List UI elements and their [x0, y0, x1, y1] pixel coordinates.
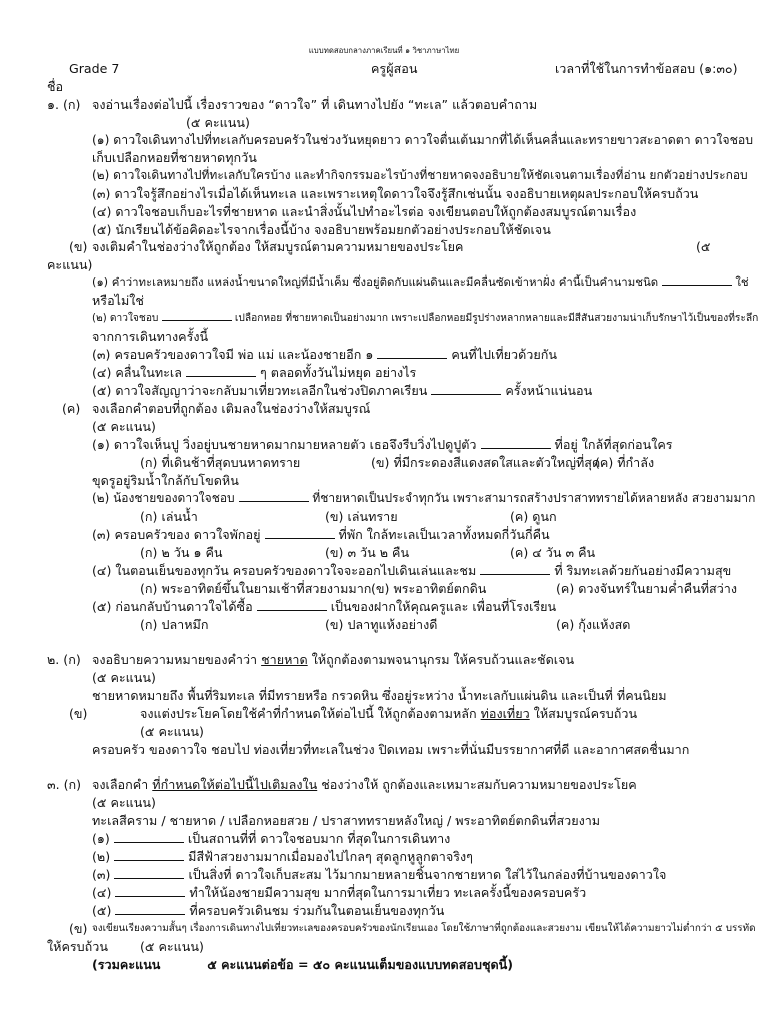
q2a-answer: ชายหาดหมายถึง พื้นที่ริมทะเล ที่มีทรายหรือ กรวดหิน ซึ่งอยู่ระหว่าง น้ำทะเลกับแผ่นดิน และเป็นที่ ที่คนนิยม [92, 688, 667, 703]
q3b-instruction: จงเขียนเรียงความสั้นๆ เรื่องการเดินทางไปเที่ยวทะเลของครอบครัวของนักเรียนเอง โดยใช้ภาษาที่ถูกต้องและสวยงาม เขียนให้ได้ความยาวไม่ต่ำกว่า ๕ บรรทัด [92, 923, 756, 934]
option-b[interactable]: (ข) เล่นทราย [325, 509, 398, 524]
q1c-score: (๕ คะแนน) [92, 419, 156, 434]
q3a-item-number: (๕) [92, 903, 112, 918]
q1a-prefix: ๑. (ก) [47, 97, 81, 112]
q1b-item-text: (๓) ครอบครัวของดาวใจมี พ่อ แม่ และน้องชายอีก ๑ [92, 347, 374, 362]
q1c-item [92, 598, 556, 615]
q3a-instruction [92, 776, 637, 793]
option-b[interactable]: (ข) ปลาทูแห้งอย่างดี [325, 617, 438, 632]
fill-blank[interactable] [662, 285, 732, 286]
q3a-item-text: ทำให้น้องชายมีความสุข มากที่สุดในการมาเที่ยว ทะเลครั้งนี้ของครอบครัว [189, 885, 587, 900]
option-b[interactable]: (ข) พระอาทิตย์ตกดิน [371, 581, 487, 596]
grade-label: Grade 7 [69, 61, 120, 76]
q2b-text: จงแต่งประโยคโดยใช้คำที่กำหนดให้ต่อไปนี้ ให้ถูกต้องตามหลัก [140, 706, 477, 721]
q1c-item-text: (๕) ก่อนกลับบ้านดาวใจได้ซื้อ [92, 599, 253, 614]
word-bank: ทะเลสีคราม / ชายหาด / เปลือกหอยสวย / ปราสาททรายหลังใหญ่ / พระอาทิตย์ตกดินที่สวยงาม [92, 813, 601, 828]
q1a-item: (๕) นักเรียนได้ข้อคิดอะไรจากเรื่องนี้บ้าง จงอธิบายพร้อมยกตัวอย่างประกอบให้ชัดเจน [92, 222, 551, 237]
q1a-item-cont: เก็บเปลือกหอยที่ชายหาดทุกวัน [92, 150, 257, 165]
q1c-item [92, 562, 731, 579]
q1a-score: (๕ คะแนน) [186, 115, 250, 130]
fill-blank[interactable] [114, 878, 184, 879]
q3a-item-number: (๔) [92, 885, 112, 900]
q1a-item: (๑) ดาวใจเดินทางไปที่ทะเลกับครอบครัวในช่วงวันหยุดยาว ดาวใจตื่นเต้นมากที่ได้เห็นคลื่นและทรายขาวสะอาดตา ดาวใจชอบ [92, 133, 754, 147]
q1b-item-text: (๕) ดาวใจสัญญาว่าจะกลับมาเที่ยวทะเลอีกในช่วงปิดภาคเรียน [92, 383, 428, 398]
q2b-answer: ครอบครัว ของดาวใจ ชอบไป ท่องเที่ยวที่ทะเลในช่วง ปิดเทอม เพราะที่นั่นมีบรรยากาศที่ดี และอากาศสดชื่นมาก [92, 742, 690, 757]
q3a-text: ช่องว่างให้ ถูกต้องและเหมาะสมกับความหมายของประโยค [321, 777, 637, 792]
q2b-instruction [140, 705, 637, 722]
q3a-item [92, 830, 450, 847]
q1b-item-cont: จากการเดินทางครั้งนี้ [92, 329, 209, 344]
q3a-item [92, 848, 473, 865]
option-c[interactable]: (ค) ที่กำลัง [595, 455, 655, 470]
total-score-note [92, 956, 513, 973]
q1c-item [92, 436, 673, 453]
q3a-item [92, 902, 444, 919]
q2a-keyword: ชายหาด [261, 652, 308, 667]
q3a-text: จงเลือกคำ [92, 777, 149, 792]
fill-blank[interactable] [265, 538, 335, 539]
q3a-underlined-text: ที่กำหนดให้ต่อไปนี้ไปเติมลงใน [152, 777, 318, 792]
option-c[interactable]: (ค) ดวงจันทร์ในยามค่ำคืนที่สว่าง [556, 581, 738, 596]
fill-blank[interactable] [431, 394, 501, 395]
option-a[interactable]: (ก) ที่เดินช้าที่สุดบนหาดทราย [140, 455, 301, 470]
q3a-item-text: เป็นสิ่งที่ ดาวใจเก็บสะสม ไว้มากมายหลายชิ้นจากชายหาด ใส่ไว้ในกล่องที่บ้านของดาวใจ [188, 867, 667, 882]
q2a-score: (๕ คะแนน) [92, 670, 156, 685]
q1b-item [92, 382, 592, 399]
q1b-item-text: (๒) ดาวใจชอบ [92, 313, 159, 324]
q1b-item-text: ใช่ [735, 275, 749, 289]
total-score-text: ๕ คะแนนต่อข้อ = ๕๐ คะแนนเต็มของแบบทดสอบชุดนี้) [207, 957, 514, 972]
option-c-cont: ขุดรูอยู่ริมน้ำใกล้กับโขดหิน [92, 473, 239, 488]
q1c-item-text: ที่พัก ใกล้ทะเลเป็นเวลาทั้งหมดกี่วันกี่คืน [338, 527, 550, 542]
q1b-prefix: (ข) [69, 239, 88, 254]
q3a-score: (๕ คะแนน) [92, 795, 156, 810]
q1b-item-text: (๔) คลื่นในทะเล [92, 365, 182, 380]
q2a-text: ให้ถูกต้องตามพจนานุกรม ให้ครบถ้วนและชัดเจน [311, 652, 575, 667]
fill-blank[interactable] [114, 860, 184, 861]
q1c-item-text: เป็นของฝากให้คุณครูและ เพื่อนที่โรงเรียน [330, 599, 557, 614]
fill-blank[interactable] [480, 574, 550, 575]
q3a-item-number: (๒) [92, 849, 111, 864]
q1b-item [92, 346, 557, 363]
option-b[interactable]: (ข) ที่มีกระดองสีแดงสดใสและตัวใหญ่ที่สุด [371, 455, 601, 470]
q1a-item: (๒) ดาวใจเดินทางไปที่ทะเลกับใครบ้าง และทำกิจกรรมอะไรบ้างที่ชายหาดจงอธิบายให้ชัดเจนตามเรื่องที่อ่าน ยกตัวอย่างประกอบ [92, 168, 748, 182]
q1c-item [92, 526, 550, 543]
teacher-label: ครูผู้สอน [371, 61, 418, 76]
fill-blank[interactable] [481, 448, 551, 449]
q3b-score: (๕ คะแนน) [140, 939, 204, 954]
q2b-score: (๕ คะแนน) [140, 724, 204, 739]
q1c-item-text: ที่ ริมทะเลด้วยกันอย่างมีความสุข [554, 563, 732, 578]
q1b-item [92, 310, 758, 327]
q3a-item-number: (๓) [92, 867, 111, 882]
q2b-keyword: ท่องเที่ยว [480, 706, 530, 721]
exam-title: แบบทดสอบกลางภาคเรียนที่ ๑ วิชาภาษาไทย [308, 46, 460, 55]
q2a-text: จงอธิบายความหมายของคำว่า [92, 652, 258, 667]
q1c-item-text: (๒) น้องชายของดาวใจชอบ [92, 491, 235, 505]
q1c-item-text: (๓) ครอบครัวของ ดาวใจพักอยู่ [92, 527, 261, 542]
q1c-item [92, 490, 755, 507]
name-label: ชื่อ [47, 79, 64, 94]
option-a[interactable]: (ก) ๒ วัน ๑ คืน [140, 545, 223, 560]
q1a-item: (๓) ดาวใจรู้สึกอย่างไรเมื่อได้เห็นทะเล และเพราะเหตุใดดาวใจจึงรู้สึกเช่นนั้น จงอธิบายเหตุผลประกอบให้ครบถ้วน [92, 186, 699, 201]
q1b-instruction: จงเติมคำในช่องว่างให้ถูกต้อง ให้สมบูรณ์ตามความหมายของประโยค [92, 239, 464, 254]
fill-blank[interactable] [115, 896, 185, 897]
q1a-instruction: จงอ่านเรื่องต่อไปนี้ เรื่องราวของ “ดาวใจ” ที่ เดินทางไปยัง “ทะเล” แล้วตอบคำถาม [92, 97, 538, 112]
q1b-item-text: ๆ ตลอดทั้งวันไม่หยุด อย่างไร [260, 365, 417, 380]
fill-blank[interactable] [186, 376, 256, 377]
q3a-item [92, 884, 586, 901]
q1b-score-cont: คะแนน) [47, 257, 93, 272]
q3a-item [92, 866, 666, 883]
q1b-item-text: คนที่ไปเที่ยวด้วยกัน [451, 347, 557, 362]
q1b-item-cont: หรือไม่ใช่ [92, 293, 144, 308]
total-score-text: (รวมคะแนน [92, 957, 161, 972]
option-a[interactable]: (ก) ปลาหมึก [140, 617, 209, 632]
q1c-item-text: ที่อยู่ ใกล้ที่สุดก่อนใคร [554, 437, 673, 452]
q3b-prefix: (ข) [69, 921, 88, 936]
q3a-prefix: ๓. (ก) [47, 777, 82, 792]
q3a-item-number: (๑) [92, 831, 110, 846]
q2a-instruction [92, 651, 574, 668]
q1a-item: (๔) ดาวใจชอบเก็บอะไรที่ชายหาด และนำสิ่งนั้นไปทำอะไรต่อ จงเขียนตอบให้ถูกต้องสมบูรณ์ตามเรื่อง [92, 204, 637, 219]
q1c-item-text: (๔) ในตอนเย็นของทุกวัน ครอบครัวของดาวใจจะออกไปเดินเล่นและชม [92, 563, 477, 578]
fill-blank[interactable] [257, 610, 327, 611]
q2b-text: ให้สมบูรณ์ครบถ้วน [533, 706, 638, 721]
q1b-item-text: (๑) คำว่าทะเลหมายถึง แหล่งน้ำขนาดใหญ่ที่มีน้ำเค็ม ซึ่งอยู่ติดกับแผ่นดินและมีคลื่นซัดเข้าหาฝั่ง คำนี้เป็นคำนามชนิด [92, 275, 659, 289]
option-c[interactable]: (ค) กุ้งแห้งสด [556, 617, 631, 632]
q3a-item-text: เป็นสถานที่ที่ ดาวใจชอบมาก ที่สุดในการเดินทาง [187, 831, 451, 846]
q3a-item-text: มีสีฟ้าสวยงามมากเมื่อมองไปไกลๆ สุดลูกหูลูกตาจริงๆ [188, 849, 473, 864]
q2a-prefix: ๒. (ก) [47, 652, 81, 667]
q1c-prefix: (ค) [62, 401, 81, 416]
q2b-prefix: (ข) [69, 706, 88, 721]
q1b-score: (๕ [696, 239, 711, 254]
q1b-item-text: เปลือกหอย ที่ชายหาดเป็นอย่างมาก เพราะเปลือกหอยมีรูปร่างหลากหลายและมีสีสันสวยงามน่าเก็บรักษาไว้เป็นของที่ระลึก [234, 313, 759, 324]
q1b-item [92, 274, 749, 291]
fill-blank[interactable] [377, 358, 447, 359]
fill-blank[interactable] [162, 320, 232, 321]
option-c[interactable]: (ค) ๔ วัน ๓ คืน [510, 545, 596, 560]
option-c[interactable]: (ค) ดูนก [510, 509, 557, 524]
q1b-item-text: ครั้งหน้าแน่นอน [505, 383, 593, 398]
q3b-instruction-cont: ให้ครบถ้วน [47, 939, 108, 954]
q1c-instruction: จงเลือกคำตอบที่ถูกต้อง เติมลงในช่องว่างให้สมบูรณ์ [92, 401, 371, 416]
fill-blank[interactable] [114, 842, 184, 843]
option-a[interactable]: (ก) พระอาทิตย์ขึ้นในยามเช้าที่สวยงามมาก [140, 581, 372, 596]
q1c-item-text: ที่ชายหาดเป็นประจำทุกวัน เพราะสามารถสร้างปราสาททรายได้หลายหลัง สวยงามมาก [312, 491, 756, 505]
fill-blank[interactable] [115, 914, 185, 915]
q1b-item [92, 364, 416, 381]
option-a[interactable]: (ก) เล่นน้ำ [140, 509, 198, 524]
q1c-item-text: (๑) ดาวใจเห็นปู วิ่งอยู่บนชายหาดมากมายหลายตัว เธอจึงรีบวิ่งไปดูปูตัว [92, 437, 477, 452]
time-label: เวลาที่ใช้ในการทำข้อสอบ (๑:๓๐) [555, 61, 738, 76]
fill-blank[interactable] [239, 501, 309, 502]
option-b[interactable]: (ข) ๓ วัน ๒ คืน [325, 545, 410, 560]
q3a-item-text: ที่ครอบครัวเดินชม ร่วมกันในตอนเย็นของทุกวัน [189, 903, 445, 918]
